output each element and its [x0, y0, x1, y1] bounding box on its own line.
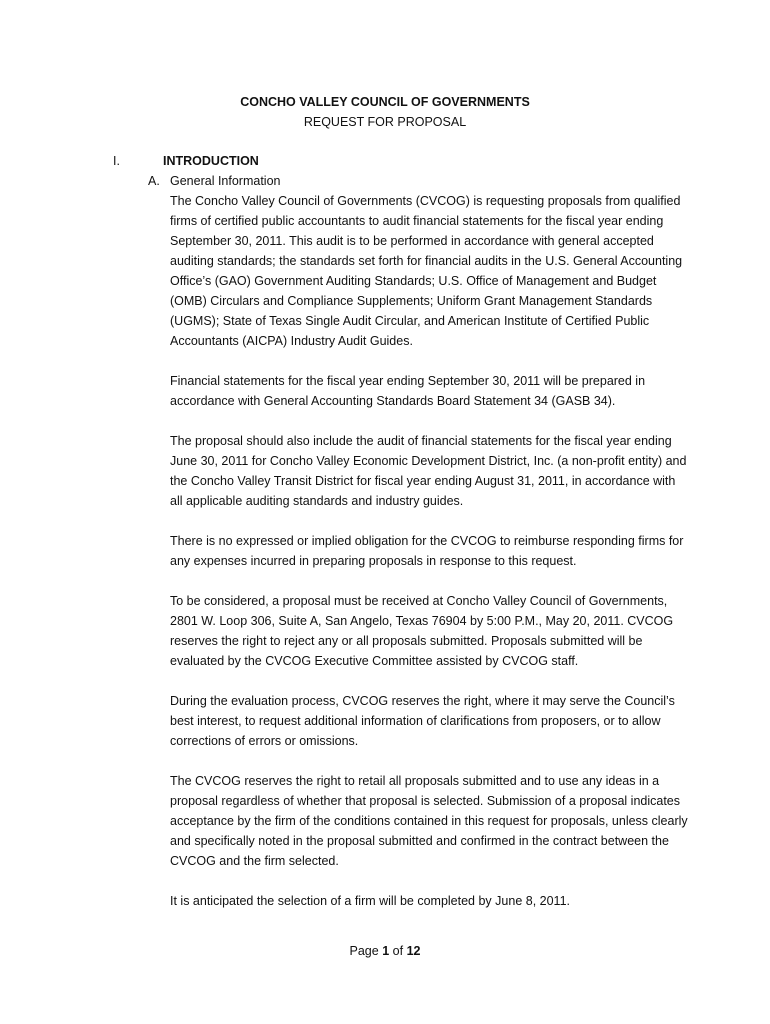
footer-page-word: Page — [349, 944, 379, 958]
paragraph-selection-date: It is anticipated the selection of a firm will be completed by June 8, 2011. — [170, 894, 570, 908]
section-number: I. — [113, 154, 120, 168]
footer-of-word: of — [392, 944, 404, 958]
subsection-heading: General Information — [170, 174, 281, 188]
section-heading: INTRODUCTION — [163, 154, 259, 168]
paragraph-proposal-scope: The proposal should also include the audit of financial statements for the fiscal year ending June 30, 2011 for Concho Valley Economic Development District, Inc. (a non-profit entity) and the Concho Valley Transit District for fiscal year ending August 31, 2011, in accordance with all applicable auditing standards and industry guides. — [170, 434, 687, 508]
paragraph-evaluation-process: During the evaluation process, CVCOG reserves the right, where it may serve the Council’s best interest, to request additional information of clarifications from proposers, or to allow corrections of errors or omissions. — [170, 694, 675, 748]
paragraph-submission-deadline: To be considered, a proposal must be received at Concho Valley Council of Governments, 2801 W. Loop 306, Suite A, San Angelo, Texas 76904 by 5:00 P.M., May 20, 2011. CVCOG reserves the right to reject any or all proposals submitted. Proposals submitted will be evaluated by the CVCOG Executive Committee assisted by CVCOG staff. — [170, 594, 674, 668]
footer-current-page: 1 — [382, 944, 390, 958]
paragraph-no-obligation: There is no expressed or implied obligation for the CVCOG to reimburse responding firms for any expenses incurred in preparing proposals in response to this request. — [170, 534, 684, 568]
document-title: REQUEST FOR PROPOSAL — [303, 115, 467, 129]
page-footer — [0, 941, 770, 961]
footer-total-pages: 12 — [406, 944, 421, 958]
paragraph-audit-request: The Concho Valley Council of Governments (CVCOG) is requesting proposals from qualified firms of certified public accountants to audit financial statements for the fiscal year ending September 30, 2011. This audit is to be performed in accordance with general accepted auditing standards; the standards set forth for financial audits in the U.S. General Accounting Office’s (GAO) Government Auditing Standards; U.S. Office of Management and Budget (OMB) Circulars and Compliance Supplements; Uniform Grant Management Standards (UGMS); State of Texas Single Audit Circular, and American Institute of Certified Public Accountants (AICPA) Industry Audit Guides. — [170, 194, 683, 348]
subsection-letter: A. — [148, 174, 160, 188]
organization-title: CONCHO VALLEY COUNCIL OF GOVERNMENTS — [240, 95, 530, 109]
paragraph-financial-statements: Financial statements for the fiscal year ending September 30, 2011 will be prepared in accordance with General Accounting Standards Board Statement 34 (GASB 34). — [170, 374, 646, 408]
paragraph-retention-rights: The CVCOG reserves the right to retail all proposals submitted and to use any ideas in a proposal regardless of whether that proposal is selected. Submission of a proposal indicates acceptance by the firm of the conditions contained in this request for proposals, unless clearly and specifically noted in the proposal submitted and confirmed in the contract between the CVCOG and the firm selected. — [170, 774, 688, 868]
